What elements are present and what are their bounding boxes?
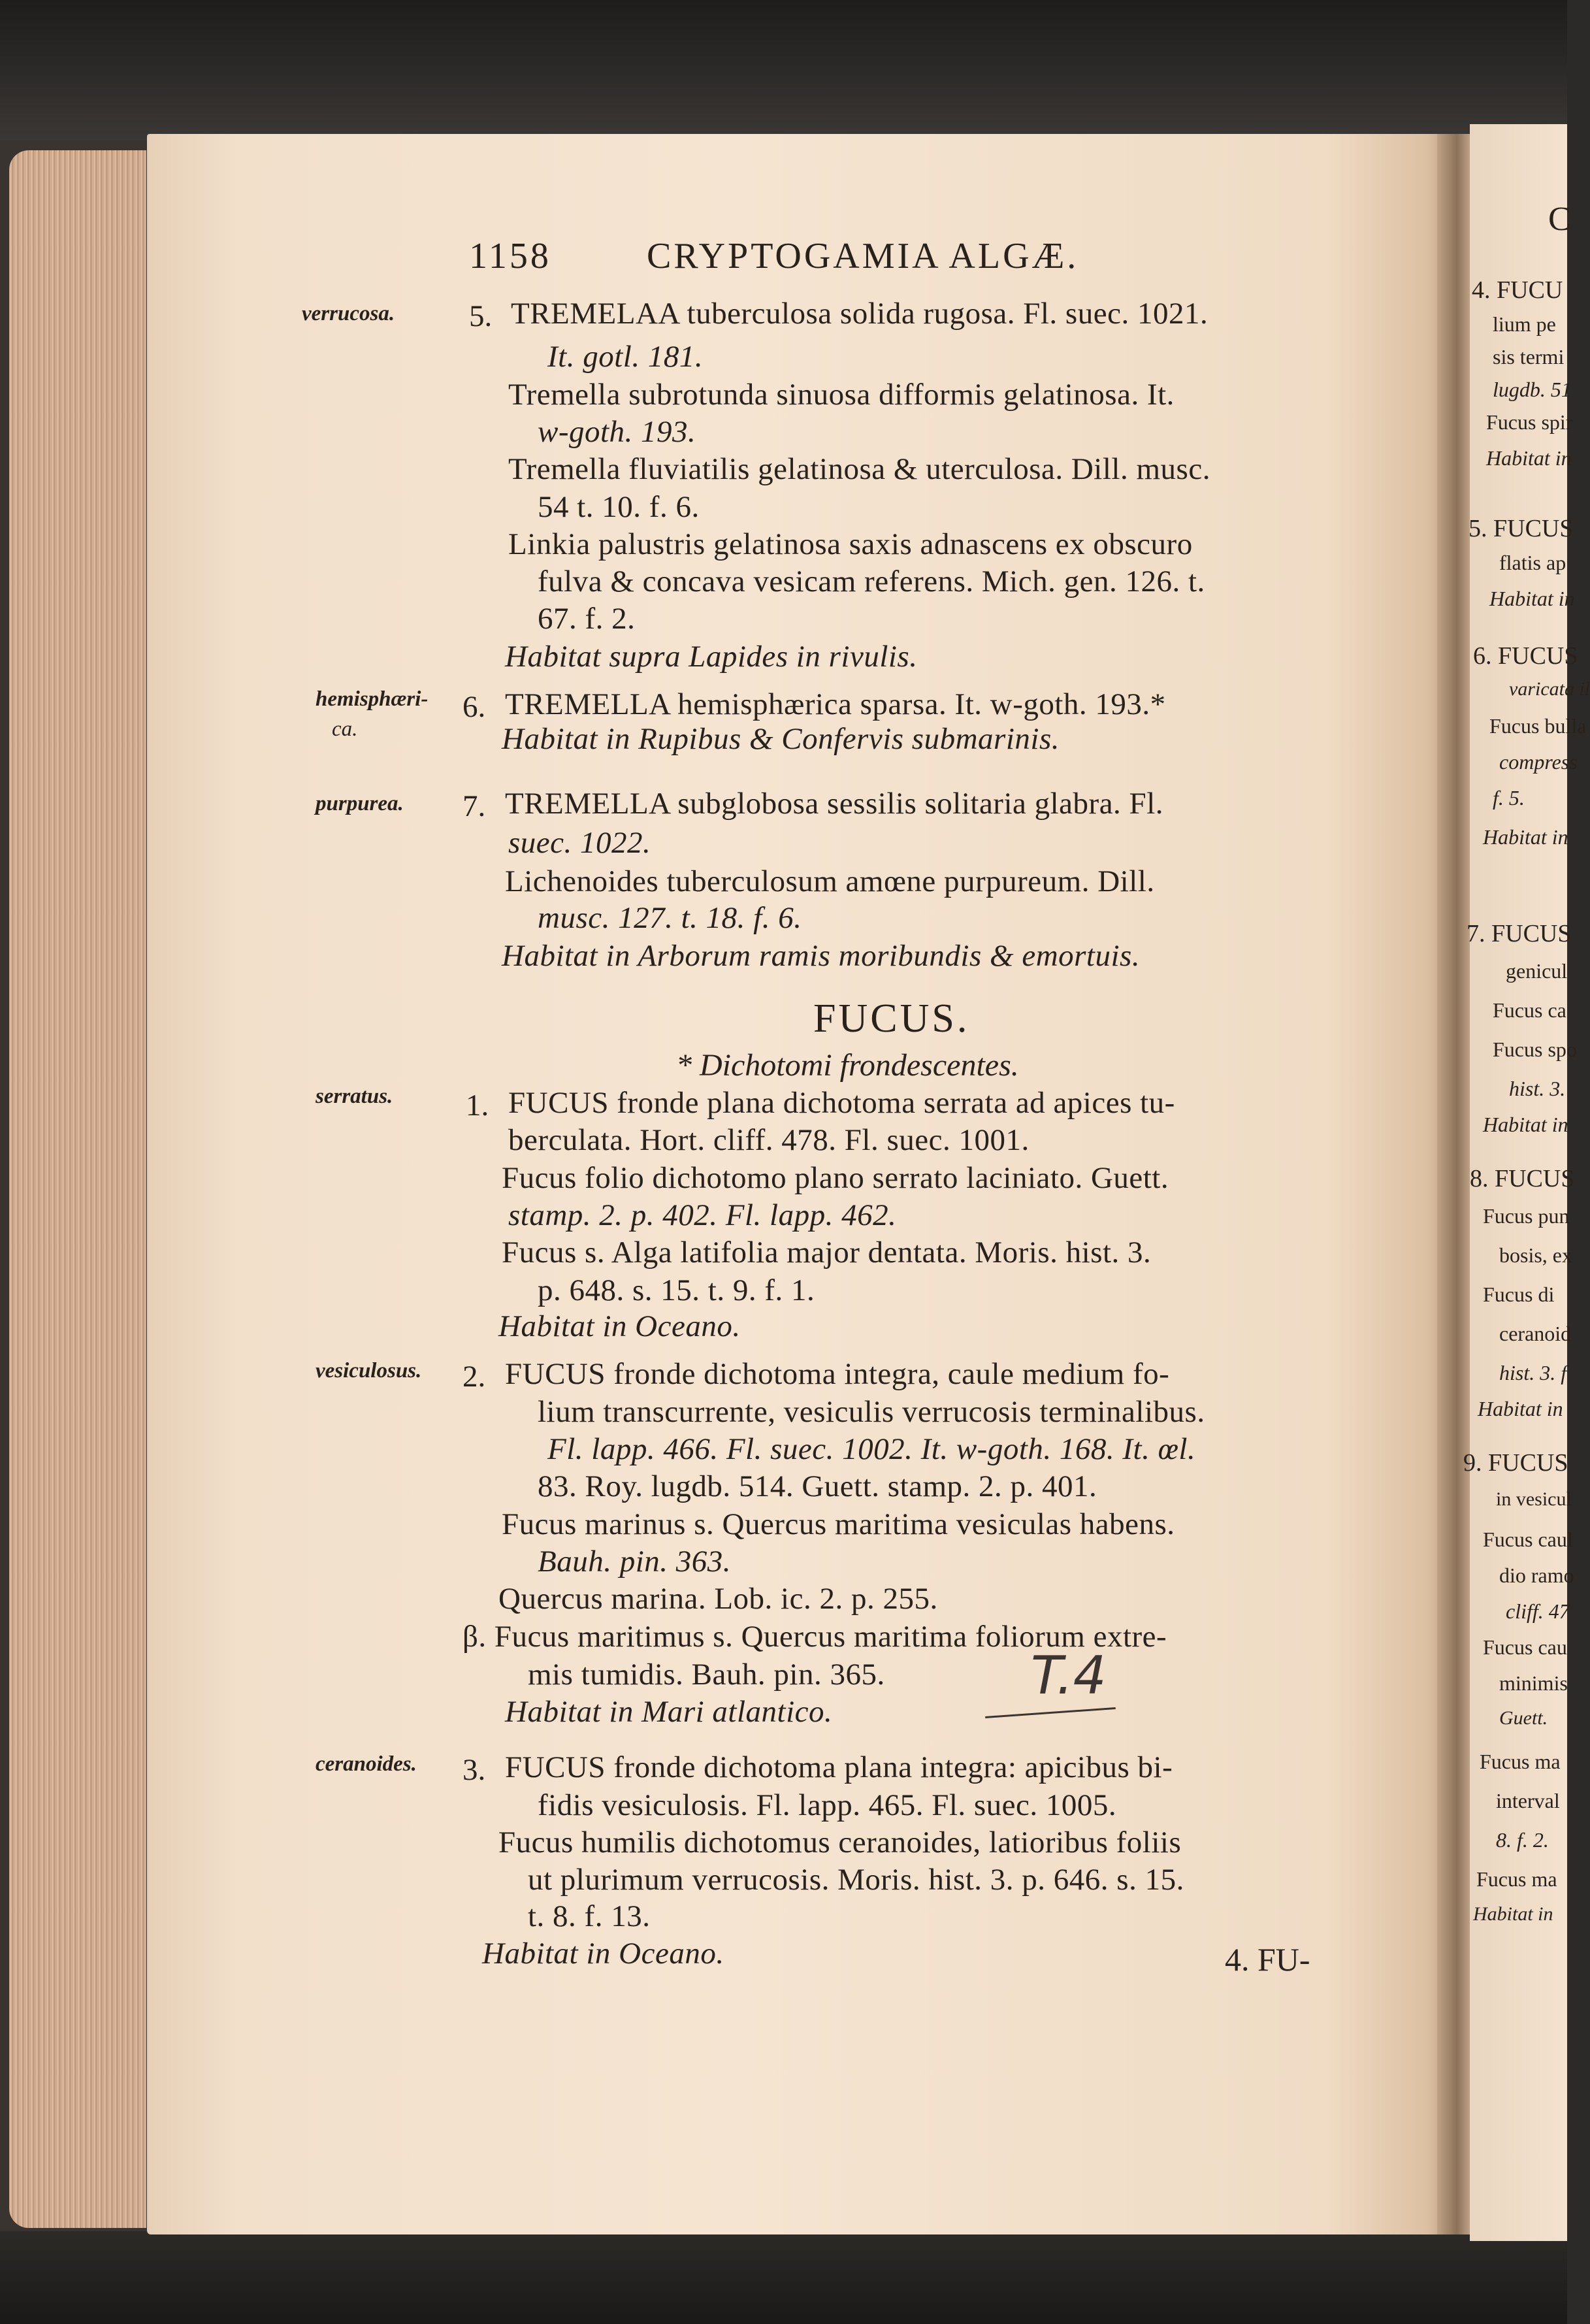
facing-fragment: Fucus ma <box>1476 1867 1557 1891</box>
facing-fragment: ceranoid <box>1499 1322 1572 1345</box>
facing-fragment: varicata il <box>1509 678 1590 700</box>
habitat-line: Habitat in Arborum ramis moribundis & emortuis. <box>502 939 1141 973</box>
facing-fragment: Habitat in <box>1478 1397 1563 1420</box>
section-heading: * Dichotomi frondescentes. <box>676 1048 1019 1083</box>
habitat-line: Habitat in Oceano. <box>482 1937 724 1971</box>
facing-fragment: Habitat in <box>1486 446 1572 470</box>
entry-line: fidis vesiculosis. Fl. lapp. 465. Fl. suec. 1005. <box>538 1788 1117 1822</box>
pencil-annotation: T.4 <box>1031 1645 1107 1706</box>
entry-line: lium transcurrente, vesiculis verrucosis terminalibus. <box>538 1395 1205 1429</box>
margin-label-verrucosa: verrucosa. <box>302 302 395 325</box>
entry-line: t. 8. f. 13. <box>528 1899 651 1933</box>
margin-label-hemisphaerica: hemisphæri- <box>316 687 429 711</box>
facing-fragment: Fucus bulla <box>1489 714 1587 738</box>
catchword: 4. FU- <box>1225 1941 1310 1978</box>
entry-line: 67. f. 2. <box>538 602 636 636</box>
entry-line: p. 648. s. 15. t. 9. f. 1. <box>538 1273 815 1307</box>
facing-fragment: compress <box>1499 750 1578 774</box>
entry-line: FUCUS fronde dichotoma integra, caule medium fo- <box>505 1357 1170 1391</box>
facing-fragment: hist. 3. <box>1509 1077 1566 1100</box>
entry-line: TREMELLA hemisphærica sparsa. It. w-goth. 193.* <box>505 687 1166 721</box>
entry-line: Fucus folio dichotomo plano serrato laciniato. Guett. <box>502 1161 1169 1195</box>
entry-line: mis tumidis. Bauh. pin. 365. <box>528 1658 885 1692</box>
running-title: CRYPTOGAMIA ALGÆ. <box>647 236 1079 276</box>
entry-line: w-goth. 193. <box>538 415 696 449</box>
entry-line: TREMELLA subglobosa sessilis solitaria glabra. Fl. <box>505 787 1164 821</box>
facing-fragment: Fucus cau <box>1483 1635 1567 1659</box>
entry-number: 2. <box>462 1360 486 1394</box>
margin-label-ceranoides: ceranoides. <box>316 1752 417 1776</box>
entry-line: TREMELAA tuberculosa solida rugosa. Fl. suec. 1021. <box>511 297 1209 331</box>
entry-number: 1. <box>466 1088 489 1122</box>
facing-fragment: C <box>1548 201 1571 238</box>
facing-fragment: cliff. 47 <box>1506 1599 1570 1623</box>
facing-fragment: hist. 3. f <box>1499 1361 1567 1384</box>
facing-fragment: flatis ap <box>1499 551 1566 574</box>
entry-line: Fl. lapp. 466. Fl. suec. 1002. It. w-goth. 168. It. œl. <box>547 1432 1196 1466</box>
entry-line: fulva & concava vesicam referens. Mich. gen. 126. t. <box>538 565 1205 598</box>
page-fore-edge <box>9 150 146 2228</box>
entry-line: Tremella fluviatilis gelatinosa & uterculosa. Dill. musc. <box>508 452 1210 486</box>
entry-line: Bauh. pin. 363. <box>538 1545 732 1579</box>
facing-fragment: dio ramo <box>1499 1563 1574 1587</box>
genus-heading: FUCUS. <box>813 996 970 1041</box>
facing-fragment: lium pe <box>1493 312 1556 336</box>
facing-fragment: Fucus pun <box>1483 1204 1570 1228</box>
entry-line: Fucus s. Alga latifolia major dentata. Moris. hist. 3. <box>502 1236 1152 1269</box>
entry-number: 7. <box>462 789 486 823</box>
margin-label-vesiculosus: vesiculosus. <box>316 1359 422 1383</box>
entry-line: It. gotl. 181. <box>547 340 704 374</box>
facing-fragment: Fucus caul <box>1483 1528 1573 1551</box>
entry-line: Linkia palustris gelatinosa saxis adnascens ex obscuro <box>508 527 1193 561</box>
entry-line: FUCUS fronde plana dichotoma serrata ad apices tu- <box>508 1086 1175 1120</box>
page-number: 1158 <box>469 236 551 276</box>
margin-label-serratus: serratus. <box>316 1085 393 1108</box>
entry-line: stamp. 2. p. 402. Fl. lapp. 462. <box>508 1198 897 1232</box>
facing-fragment: minimis <box>1499 1671 1568 1695</box>
entry-line: ut plurimum verrucosis. Moris. hist. 3. p. 646. s. 15. <box>528 1863 1184 1897</box>
facing-fragment: 6. FUCUS <box>1473 642 1578 670</box>
margin-label-hemisphaerica-2: ca. <box>332 717 358 741</box>
facing-fragment: interval <box>1496 1789 1560 1812</box>
facing-fragment: Fucus spo <box>1493 1038 1577 1061</box>
facing-fragment: genicul <box>1506 959 1568 983</box>
facing-fragment: 8. FUCUS <box>1470 1165 1575 1192</box>
habitat-line: Habitat in Oceano. <box>498 1309 741 1343</box>
background-top <box>0 0 1567 140</box>
facing-fragment: 4. FUCU <box>1472 276 1563 304</box>
entry-line: berculata. Hort. cliff. 478. Fl. suec. 1001. <box>508 1123 1030 1157</box>
entry-number: 6. <box>462 690 486 724</box>
entry-number: 3. <box>462 1753 486 1787</box>
margin-label-purpurea: purpurea. <box>316 792 404 815</box>
facing-fragment: Fucus ma <box>1480 1750 1561 1773</box>
facing-fragment: Guett. <box>1499 1707 1548 1729</box>
background-bottom <box>0 2234 1567 2324</box>
facing-fragment: Fucus di <box>1483 1283 1555 1306</box>
book-gutter <box>1437 134 1473 2234</box>
facing-fragment: lugdb. 51 <box>1493 378 1572 401</box>
entry-line: Quercus marina. Lob. ic. 2. p. 255. <box>498 1582 938 1616</box>
habitat-line: Habitat in Mari atlantico. <box>505 1695 833 1729</box>
facing-fragment: Habitat in <box>1483 1113 1568 1136</box>
facing-fragment: Fucus ca <box>1493 998 1566 1022</box>
entry-line: Tremella subrotunda sinuosa difformis gelatinosa. It. <box>508 378 1175 412</box>
facing-fragment: Fucus spir <box>1486 410 1573 434</box>
entry-line: 54 t. 10. f. 6. <box>538 490 700 524</box>
habitat-line: Habitat in Rupibus & Confervis submarinis. <box>502 722 1060 756</box>
facing-fragment: sis termi <box>1493 345 1565 368</box>
facing-fragment: Habitat in <box>1473 1903 1553 1925</box>
entry-line: 83. Roy. lugdb. 514. Guett. stamp. 2. p. 401. <box>538 1469 1097 1503</box>
facing-fragment: bosis, ex <box>1499 1243 1572 1267</box>
entry-line: FUCUS fronde dichotoma plana integra: apicibus bi- <box>505 1750 1173 1784</box>
facing-fragment: f. 5. <box>1493 786 1525 810</box>
facing-fragment: 8. f. 2. <box>1496 1828 1549 1852</box>
entry-line: Lichenoides tuberculosum amœne purpureum. Dill. <box>505 864 1155 898</box>
entry-line: suec. 1022. <box>508 826 651 860</box>
entry-line: Fucus marinus s. Quercus maritima vesiculas habens. <box>502 1507 1175 1541</box>
entry-number: 5. <box>469 299 493 333</box>
entry-line: musc. 127. t. 18. f. 6. <box>538 901 802 935</box>
facing-fragment: 7. FUCUS <box>1467 920 1572 947</box>
facing-fragment: 9. FUCUS <box>1463 1449 1568 1477</box>
facing-fragment: 5. FUCUS <box>1468 515 1574 542</box>
entry-line: β. Fucus maritimus s. Quercus maritima foliorum extre- <box>462 1620 1167 1654</box>
facing-fragment: Habitat in <box>1483 825 1568 849</box>
facing-fragment: in vesicul <box>1496 1488 1572 1510</box>
habitat-line: Habitat supra Lapides in rivulis. <box>505 640 918 674</box>
entry-line: Fucus humilis dichotomus ceranoides, latioribus foliis <box>498 1825 1182 1859</box>
facing-fragment: Habitat in <box>1489 587 1575 610</box>
